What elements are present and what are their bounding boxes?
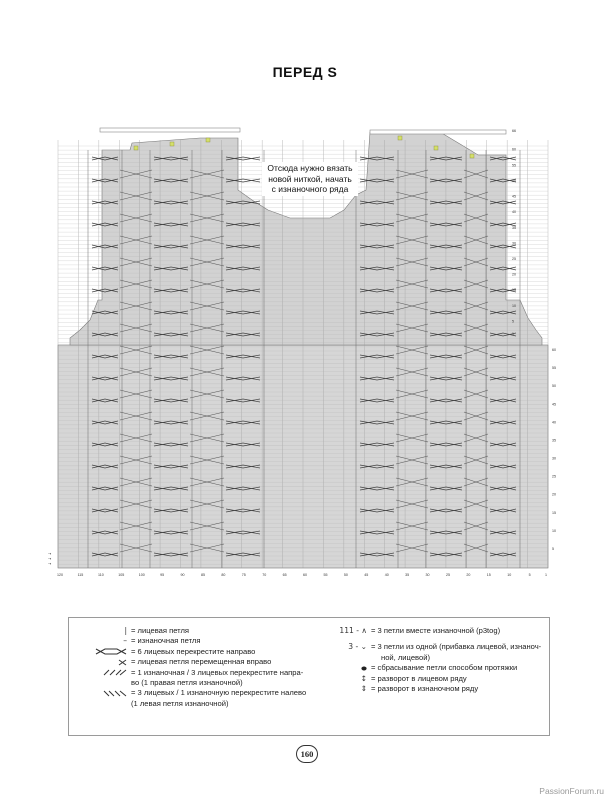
x-tick-label: 55 — [323, 573, 328, 577]
x-tick-label: 25 — [445, 573, 450, 577]
turn-marker — [470, 154, 474, 158]
row-label-upper: 66 — [512, 129, 516, 133]
turn-marker — [134, 146, 138, 150]
row-label-upper: 45 — [512, 194, 516, 199]
row-label-upper: 40 — [512, 210, 516, 215]
legend-item — [327, 663, 542, 673]
row-label-upper: 50 — [512, 178, 516, 183]
legend-item — [89, 636, 327, 646]
x-tick-label: 100 — [138, 573, 145, 577]
cable-right-icon — [89, 668, 131, 678]
x-tick-label: 90 — [180, 573, 185, 577]
legend-left-column — [89, 626, 327, 709]
legend-text: = 6 лицевых перекрестите направо — [131, 646, 256, 656]
x-tick-label: 5 — [528, 573, 531, 577]
row-label-upper: 60 — [512, 147, 516, 152]
legend-item — [89, 647, 327, 657]
legend-text: = 3 петли вместе изнаночной (p3tog) — [371, 626, 501, 635]
callout-note — [262, 162, 358, 196]
x-tick-label: 70 — [262, 573, 267, 577]
bindoff-icon — [327, 663, 371, 673]
row-label-upper: 15 — [512, 288, 516, 293]
x-tick-label: 15 — [486, 573, 491, 577]
row-label: 35 — [552, 438, 556, 443]
x-tick-label: 120 — [57, 573, 64, 577]
legend-right-column — [327, 626, 542, 694]
row-label: 5 — [552, 546, 554, 551]
row-label: 10 — [552, 528, 556, 533]
row-label-upper: 1 — [512, 331, 514, 336]
legend-text: = лицевая петля перемещенная вправо — [131, 657, 272, 667]
legend-item — [327, 684, 542, 694]
x-tick-label: 60 — [303, 573, 308, 577]
legend-text: = изнаночная петля — [131, 636, 201, 646]
turn-marker — [398, 136, 402, 140]
knit-icon: | — [124, 626, 127, 635]
chart-top-right-row — [370, 130, 506, 134]
turn-marker — [206, 138, 210, 142]
legend-item — [327, 674, 542, 684]
row-label-upper: 35 — [512, 225, 516, 230]
legend-text: = лицевая петля — [131, 626, 190, 635]
legend-text: во (1 правая петля изнаночной) — [131, 678, 243, 688]
turn-marker — [434, 146, 438, 150]
row-label: 30 — [552, 456, 556, 461]
x-tick-label: 10 — [507, 573, 512, 577]
legend-item — [89, 668, 327, 678]
purl-icon: – — [123, 636, 127, 646]
row-label: 55 — [552, 366, 556, 371]
p3tog-icon: 111 - ∧ — [339, 626, 367, 635]
legend-item — [89, 626, 327, 636]
x-tick-label: 95 — [160, 573, 165, 577]
bindoff-arrow: → — [48, 551, 52, 556]
legend-item — [89, 657, 327, 667]
callout-line: Отсюда нужно вязать — [267, 163, 353, 173]
legend-text: ной, лицевой) — [381, 652, 430, 662]
x-tick-label: 85 — [200, 573, 205, 577]
page-title: ПЕРЕД S — [272, 64, 338, 80]
row-label: 20 — [552, 492, 556, 497]
legend-item — [327, 642, 542, 652]
increase-icon: 3 - ⌄ — [348, 642, 367, 652]
x-tick-label: 65 — [282, 573, 287, 577]
x-tick-label: 35 — [405, 573, 410, 577]
turn-marker — [170, 142, 174, 146]
row-label: 25 — [552, 474, 556, 479]
legend-text: = разворот в лицевом ряду — [371, 673, 467, 683]
row-label: 40 — [552, 420, 556, 425]
chart-top-left-row — [100, 128, 240, 132]
x-tick-label: 45 — [364, 573, 369, 577]
row-label-upper: 55 — [512, 163, 516, 168]
turn-ws-icon: ⇕ — [360, 684, 367, 694]
legend-text: = 3 петли из одной (прибавка лицевой, изнаноч- — [371, 642, 542, 652]
bindoff-arrow: → — [48, 561, 52, 566]
row-label-upper: 5 — [512, 319, 514, 324]
x-tick-label: 75 — [241, 573, 246, 577]
row-label: 15 — [552, 510, 556, 515]
page-number: 160 — [296, 745, 318, 763]
x-tick-label: 30 — [425, 573, 430, 577]
row-label-upper: 20 — [512, 272, 516, 277]
x-tick-label: 50 — [343, 573, 348, 577]
x-tick-label: 115 — [77, 573, 84, 577]
x-tick-label: 105 — [118, 573, 125, 577]
legend — [68, 617, 550, 736]
cross-icon — [89, 657, 131, 667]
cable-left-icon — [89, 688, 131, 698]
row-label-upper: 30 — [512, 241, 516, 246]
legend-text: = сбрасывание петли способом протяжки — [371, 663, 518, 673]
watermark: PassionForum.ru — [539, 786, 604, 796]
x-tick-label: 110 — [98, 573, 104, 577]
bindoff-arrow: → — [48, 556, 52, 561]
row-label-upper: 25 — [512, 256, 516, 261]
row-label: 60 — [552, 348, 556, 352]
callout-line: новой ниткой, начать — [268, 173, 352, 184]
cable6-icon — [89, 647, 131, 657]
row-label-upper: 10 — [512, 303, 516, 308]
turn-rs-icon: ↕ — [360, 673, 367, 683]
legend-text: = 3 лицевых / 1 изнаночную перекрестите налево — [131, 688, 307, 698]
legend-item — [327, 626, 542, 636]
callout-line: с изнаночного ряда — [271, 184, 349, 194]
legend-text: (1 левая петля изнаночной) — [131, 698, 229, 708]
x-tick-label: 20 — [466, 573, 471, 577]
x-tick-label: 80 — [221, 573, 226, 577]
row-label: 50 — [552, 384, 556, 389]
x-tick-label: 40 — [384, 573, 389, 577]
row-label: 45 — [552, 402, 556, 407]
legend-text: = разворот в изнаночном ряду — [371, 684, 479, 694]
legend-item — [89, 688, 327, 698]
x-tick-label: 1 — [544, 573, 547, 577]
legend-text: = 1 изнаночная / 3 лицевых перекрестите напра- — [131, 667, 304, 677]
legend-prefix: 3 - — [348, 642, 359, 652]
legend-prefix: 111 - — [339, 626, 360, 635]
